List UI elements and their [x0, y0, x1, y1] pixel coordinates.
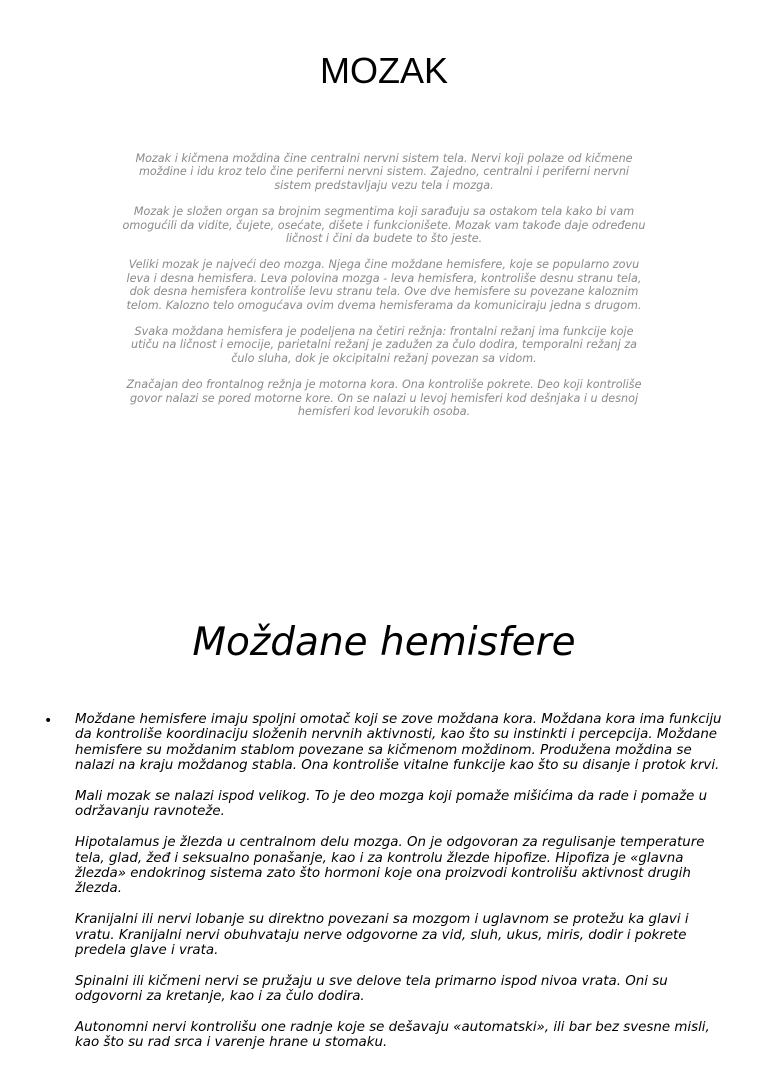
paragraph: Kranijalni ili nervi lobanje su direktno povezani sa mozgom i uglavnom se protežu ka glavi i vratu. Kranijalni nervi obuhvataju nerve odgovorne za vid, sluh, ukus, miris, dodir i pokrete predela glave i vrata.: [75, 912, 689, 959]
paragraph: Veliki mozak je najveći deo mozga. Njega čine moždane hemisfere, koje se popularno zovu leva i desna hemisfera. Leva polovina mozga - leva hemisfera, kontroliše desnu stranu tela, dok desna hemisfera kontroliše levu stranu tela. Ove dve hemisfere su povezane kaloznim telom. Kalozno telo omogućava ovim dvema hemisferama da komuniciraju jedna s drugom.: [126, 258, 642, 312]
slide-mozdane-hemisfere: [0, 576, 768, 1051]
paragraph: Svaka moždana hemisfera je podeljena na četiri režnja: frontalni režanj ima funkcije koje utiču na ličnost i emocije, parietalni režanj je zadužen za čulo dodira, temporalni režanj za čulo sluha, dok je okcipitalni režanj povezan sa vidom.: [131, 325, 637, 365]
paragraph: Spinalni ili kičmeni nervi se pružaju u sve delove tela primarno ispod nivoa vrata. Oni su odgovorni za kretanje, kao i za čulo dodira.: [75, 973, 668, 1005]
paragraph: Mali mozak se nalazi ispod velikog. To je deo mozga koji pomaže mišićima da rade i pomaže u održavanju ravnoteže.: [75, 789, 708, 820]
slide-body: [75, 712, 725, 1066]
paragraph: Mozak je složen organ sa brojnim segmentima koji sarađuju sa ostakom tela kako bi vam omogućili da vidite, čujete, osećate, dišete i funkcionišete. Mozak vam takođe daje određenu ličnost i čini da budete to što jeste.: [122, 205, 646, 246]
slide-body: [120, 152, 648, 432]
paragraph: Hipotalamus je žlezda u centralnom delu mozga. On je odgovoran za regulisanje temperature tela, glad, žeđ i seksualno ponašanje, kao i za kontrolu žlezde hipofize. Hipofiza je «glavna žlezda» endokrinog sistema zato što hormoni koje ona proizvodi kontrolišu aktivnost drugih žlezda.: [75, 835, 705, 897]
paragraph: Značajan deo frontalnog režnja je motorna kora. Ona kontroliše pokrete. Deo koji kontroliše govor nalazi se pored motorne kore. On se nalazi u levoj hemisferi kod dešnjaka i u desnoj hemisferi kod levorukih osoba.: [126, 378, 642, 419]
paragraph: Moždane hemisfere imaju spoljni omotač koji se zove moždana kora. Moždana kora ima funkciju da kontroliše koordinaciju složenih nervnih aktivnosti, kao što su instinkti i percepcija. Moždane hemisfere su moždanim stablom povezane sa kičmenom moždinom. Produžena moždina se nalazi na kraju moždanog stabla. Ona kontroliše vitalne funkcije kao što su disanje i protok krvi.: [75, 712, 722, 774]
bullet-marker: •: [44, 713, 53, 729]
paragraph: Autonomni nervi kontrolišu one radnje koje se dešavaju «automatski», ili bar bez svesne misli, kao što su rad srca i varenje hrane u stomaku.: [75, 1020, 710, 1051]
slide-title: Moždane hemisfere: [192, 620, 576, 665]
paragraph: Mozak i kičmena moždina čine centralni nervni sistem tela. Nervi koji polaze od kičmene moždine i idu kroz telo čine periferni nervni sistem. Zajedno, centralni i periferni nervni sistem predstavljaju vezu tela i mozga.: [135, 152, 633, 192]
slide-title: MOZAK: [319, 50, 448, 91]
